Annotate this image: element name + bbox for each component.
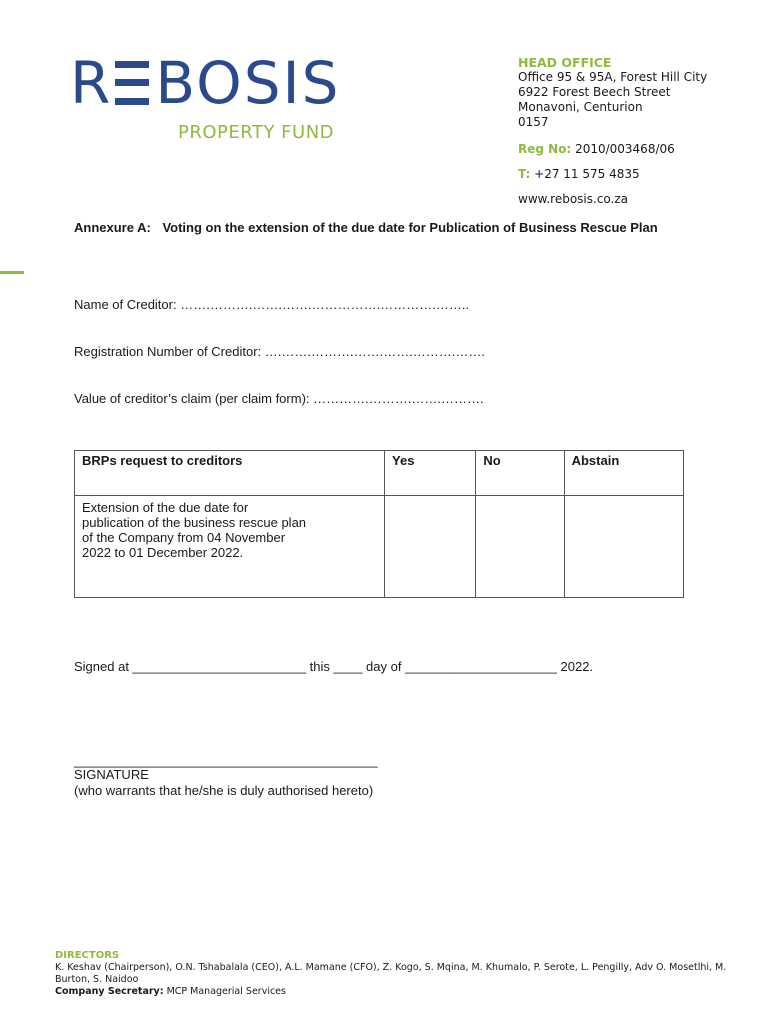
logo-wordmark: R BOSIS [70, 49, 341, 117]
header-abstain: Abstain [564, 451, 683, 496]
address-line: Office 95 & 95A, Forest Hill City [518, 70, 708, 84]
creditor-registration-field[interactable]: Registration Number of Creditor: ….…….……….…….…….……….……. [74, 344, 486, 359]
tel-value: +27 11 575 4835 [534, 167, 640, 181]
table-header-row [75, 451, 684, 496]
motion-cell [75, 496, 385, 598]
creditor-name-field[interactable]: Name of Creditor: …….……….…….…….…………….………….…….. [74, 297, 470, 312]
annexure-title: Voting on the extension of the due date for Publication of Business Rescue Plan [162, 220, 658, 235]
reg-value: 2010/003468/06 [575, 142, 675, 156]
header-request: BRPs request to creditors [75, 451, 385, 496]
directors-title: DIRECTORS [55, 950, 120, 961]
vote-yes-cell[interactable] [385, 496, 476, 598]
company-secretary-value: MCP Managerial Services [166, 986, 286, 997]
motion-text: Extension of the due date for publication of the business rescue plan of the Company from 04 November 2022 to 01 December 2022. [82, 500, 307, 560]
header-no: No [476, 451, 564, 496]
address-line: 0157 [518, 115, 549, 129]
reg-label: Reg No: [518, 142, 572, 156]
address-line: Monavoni, Centurion [518, 100, 643, 114]
tel-label: T: [518, 167, 531, 181]
logo-subtitle: PROPERTY FUND [178, 122, 335, 143]
vote-no-cell[interactable] [476, 496, 564, 598]
directors-list: K. Keshav (Chairperson), O.N. Tshabalala (CEO), A.L. Mamane (CFO), Z. Kogo, S. Mqina, M. Khumalo, P. Serote, L. Pengilly, Adv O. Mosetlhi, M. Burton, S. Naidoo [55, 962, 727, 985]
head-office-title: HEAD OFFICE [518, 55, 612, 70]
website-link[interactable]: www.rebosis.co.za [518, 192, 629, 206]
table-row [75, 496, 684, 598]
rebosis-logo [70, 49, 370, 152]
annexure-heading [74, 220, 674, 236]
address-line: 6922 Forest Beech Street [518, 85, 671, 99]
creditor-claim-value-field[interactable]: Value of creditor’s claim (per claim form): ………….……….…….………. [74, 391, 484, 406]
signature-label: SIGNATURE [74, 767, 149, 782]
company-secretary-label: Company Secretary: [55, 986, 164, 997]
footer-directors [55, 950, 745, 998]
margin-mark [0, 271, 24, 274]
vote-abstain-cell[interactable] [564, 496, 683, 598]
logo-e-bars-icon [115, 61, 151, 105]
registration-number [518, 142, 675, 156]
signature-line[interactable]: __________________________________________ [74, 753, 378, 768]
signature-block [74, 767, 373, 799]
header-yes: Yes [385, 451, 476, 496]
signature-note: (who warrants that he/she is duly authorised hereto) [74, 783, 374, 798]
signed-at-line[interactable]: Signed at ________________________ this ____ day of _____________________ 2022. [74, 659, 594, 674]
annexure-label: Annexure A: [74, 220, 151, 235]
head-office-block [518, 55, 758, 130]
voting-table [74, 450, 684, 598]
telephone [518, 167, 640, 181]
